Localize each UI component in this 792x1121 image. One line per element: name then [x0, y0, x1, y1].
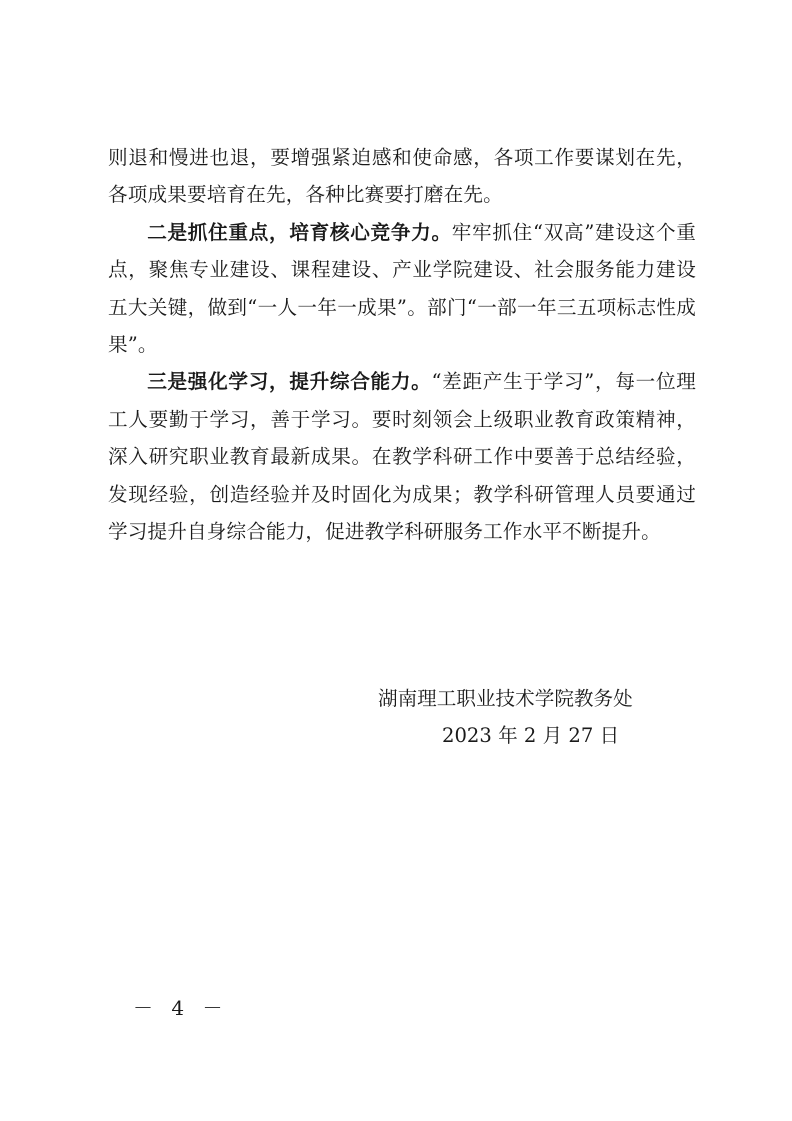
paragraph-point-2 — [108, 214, 696, 364]
document-body — [108, 139, 696, 550]
signature-organization: 湖南理工职业技术学院教务处 — [378, 687, 633, 710]
paragraph-point-3 — [108, 363, 696, 550]
point-3-text: “差距产生于学习”，每一位理工人要勤于学习，善于学习。要时刻领会上级职业教育政策精神，深入研究职业教育最新成果。在教学科研工作中要善于总结经验，发现经验，创造经验并及时固化为成果；教学科研管理人员要通过学习提升自身综合能力，促进教学科研服务工作水平不断提升。 — [108, 370, 696, 544]
signature-block — [376, 680, 696, 754]
point-3-heading: 三是强化学习，提升综合能力。 — [147, 370, 432, 394]
page-number: － 4 － — [133, 996, 229, 1020]
point-2-text: 牢牢抓住“双高”建设这个重点，聚焦专业建设、课程建设、产业学院建设、社会服务能力建设五大关键，做到“一人一年一成果”。部门“一部一年三五项标志性成果”。 — [108, 220, 697, 357]
paragraph-continued: 则退和慢进也退，要增强紧迫感和使命感，各项工作要谋划在先，各项成果要培育在先，各种比赛要打磨在先。 — [108, 146, 696, 207]
signature-date: 2023 年 2 月 27 日 — [442, 724, 620, 747]
point-2-heading: 二是抓住重点，培育核心竞争力。 — [147, 220, 452, 244]
